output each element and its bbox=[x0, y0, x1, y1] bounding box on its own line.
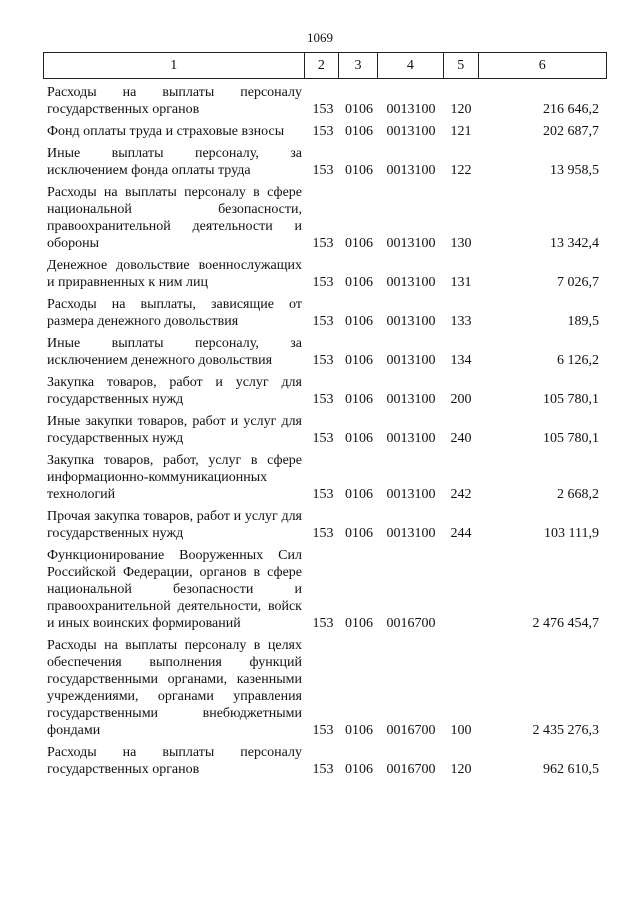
column-header-table bbox=[43, 52, 607, 79]
row-code-5: 120 bbox=[450, 102, 472, 117]
row-code-2: 153 bbox=[312, 163, 334, 178]
row-code-4: 0016700 bbox=[386, 616, 436, 631]
row-code-3: 0106 bbox=[345, 124, 373, 139]
row-name: Функционирование Вооруженных Сил Российской Федерации, органов в сфере национальной безопасности и правоохранительной деятельности, войск и иных воинских формирований bbox=[47, 548, 302, 631]
row-code-3: 0106 bbox=[345, 723, 373, 738]
row-code-3: 0106 bbox=[345, 762, 373, 777]
table-row bbox=[43, 452, 607, 508]
budget-table-body bbox=[43, 84, 607, 783]
row-amount: 189,5 bbox=[567, 314, 599, 329]
row-code-3: 0106 bbox=[345, 392, 373, 407]
row-amount: 2 435 276,3 bbox=[532, 723, 599, 738]
row-name: Расходы на выплаты персоналу в сфере национальной безопасности, правоохранительной деятельности и обороны bbox=[47, 185, 302, 251]
row-code-2: 153 bbox=[312, 236, 334, 251]
row-amount: 216 646,2 bbox=[543, 102, 599, 117]
table-row bbox=[43, 184, 607, 257]
row-code-5: 134 bbox=[450, 353, 472, 368]
row-code-4: 0013100 bbox=[386, 431, 436, 446]
table-row bbox=[43, 374, 607, 413]
row-code-3: 0106 bbox=[345, 163, 373, 178]
row-code-4: 0013100 bbox=[386, 275, 436, 290]
row-code-3: 0106 bbox=[345, 616, 373, 631]
row-code-5: 200 bbox=[450, 392, 472, 407]
row-code-3: 0106 bbox=[345, 487, 373, 502]
row-code-2: 153 bbox=[312, 392, 334, 407]
row-code-3: 0106 bbox=[345, 236, 373, 251]
row-code-4: 0013100 bbox=[386, 314, 436, 329]
row-name: Денежное довольствие военнослужащих и приравненных к ним лиц bbox=[47, 258, 302, 290]
row-code-5: 133 bbox=[450, 314, 472, 329]
table-row bbox=[43, 744, 607, 783]
row-name: Расходы на выплаты персоналу в целях обеспечения выполнения функций государственными органами, казенными учреждениями, органами управления государственными внебюджетными фондами bbox=[47, 638, 302, 738]
row-name: Закупка товаров, работ и услуг для государственных нужд bbox=[47, 375, 302, 407]
row-amount: 7 026,7 bbox=[557, 275, 599, 290]
row-amount: 13 342,4 bbox=[550, 236, 599, 251]
row-code-4: 0016700 bbox=[386, 723, 436, 738]
row-code-5: 244 bbox=[450, 526, 472, 541]
row-code-2: 153 bbox=[312, 723, 334, 738]
row-code-2: 153 bbox=[312, 526, 334, 541]
budget-table bbox=[43, 84, 607, 783]
row-name: Фонд оплаты труда и страховые взносы bbox=[47, 124, 285, 139]
page-number: 1069 bbox=[307, 30, 333, 45]
row-code-5: 120 bbox=[450, 762, 472, 777]
row-amount: 105 780,1 bbox=[543, 431, 599, 446]
row-code-4: 0013100 bbox=[386, 236, 436, 251]
row-code-4: 0013100 bbox=[386, 353, 436, 368]
row-code-4: 0013100 bbox=[386, 487, 436, 502]
table-row bbox=[43, 123, 607, 145]
row-code-5: 130 bbox=[450, 236, 472, 251]
row-code-4: 0013100 bbox=[386, 526, 436, 541]
table-row bbox=[43, 508, 607, 547]
row-name: Иные выплаты персоналу, за исключением фонда оплаты труда bbox=[47, 146, 302, 178]
table-row bbox=[43, 335, 607, 374]
column-header-4: 4 bbox=[377, 53, 443, 79]
row-code-3: 0106 bbox=[345, 275, 373, 290]
row-code-3: 0106 bbox=[345, 353, 373, 368]
row-code-2: 153 bbox=[312, 102, 334, 117]
row-code-2: 153 bbox=[312, 487, 334, 502]
row-amount: 2 668,2 bbox=[557, 487, 599, 502]
row-code-4: 0013100 bbox=[386, 102, 436, 117]
table-row bbox=[43, 84, 607, 123]
row-amount: 6 126,2 bbox=[557, 353, 599, 368]
column-header-6: 6 bbox=[478, 53, 606, 79]
row-code-5: 122 bbox=[450, 163, 472, 178]
row-code-4: 0013100 bbox=[386, 124, 436, 139]
row-code-5: 131 bbox=[450, 275, 472, 290]
table-row bbox=[43, 547, 607, 637]
column-header-row bbox=[44, 53, 607, 79]
row-name: Иные выплаты персоналу, за исключением денежного довольствия bbox=[47, 336, 302, 368]
row-code-3: 0106 bbox=[345, 431, 373, 446]
row-name: Расходы на выплаты персоналу государственных органов bbox=[47, 745, 302, 777]
row-code-3: 0106 bbox=[345, 526, 373, 541]
row-code-2: 153 bbox=[312, 762, 334, 777]
row-code-2: 153 bbox=[312, 616, 334, 631]
row-name: Прочая закупка товаров, работ и услуг для государственных нужд bbox=[47, 509, 302, 541]
table-row bbox=[43, 296, 607, 335]
table-row bbox=[43, 413, 607, 452]
table-row bbox=[43, 145, 607, 184]
row-code-3: 0106 bbox=[345, 102, 373, 117]
table-row bbox=[43, 637, 607, 744]
row-code-2: 153 bbox=[312, 353, 334, 368]
row-code-2: 153 bbox=[312, 314, 334, 329]
row-code-5: 100 bbox=[450, 723, 472, 738]
row-name: Расходы на выплаты персоналу государственных органов bbox=[47, 85, 302, 117]
row-code-4: 0013100 bbox=[386, 163, 436, 178]
row-code-5: 240 bbox=[450, 431, 472, 446]
row-code-3: 0106 bbox=[345, 314, 373, 329]
row-code-4: 0013100 bbox=[386, 392, 436, 407]
row-amount: 202 687,7 bbox=[543, 124, 599, 139]
column-header-3: 3 bbox=[339, 53, 378, 79]
row-amount: 962 610,5 bbox=[543, 762, 599, 777]
column-header-2: 2 bbox=[304, 53, 339, 79]
table-row bbox=[43, 257, 607, 296]
row-name: Расходы на выплаты, зависящие от размера денежного довольствия bbox=[47, 297, 302, 329]
row-amount: 103 111,9 bbox=[544, 526, 599, 541]
row-code-2: 153 bbox=[312, 431, 334, 446]
row-code-2: 153 bbox=[312, 275, 334, 290]
row-code-5: 242 bbox=[450, 487, 472, 502]
row-code-5: 121 bbox=[450, 124, 472, 139]
row-name: Иные закупки товаров, работ и услуг для государственных нужд bbox=[47, 414, 302, 446]
column-header-1: 1 bbox=[44, 53, 305, 79]
row-code-2: 153 bbox=[312, 124, 334, 139]
row-amount: 2 476 454,7 bbox=[532, 616, 599, 631]
row-name: Закупка товаров, работ, услуг в сфере информационно-коммуникационных технологий bbox=[47, 453, 302, 502]
row-code-4: 0016700 bbox=[386, 762, 436, 777]
row-amount: 13 958,5 bbox=[550, 163, 599, 178]
row-code-5 bbox=[444, 547, 478, 637]
column-header-5: 5 bbox=[443, 53, 478, 79]
row-amount: 105 780,1 bbox=[543, 392, 599, 407]
